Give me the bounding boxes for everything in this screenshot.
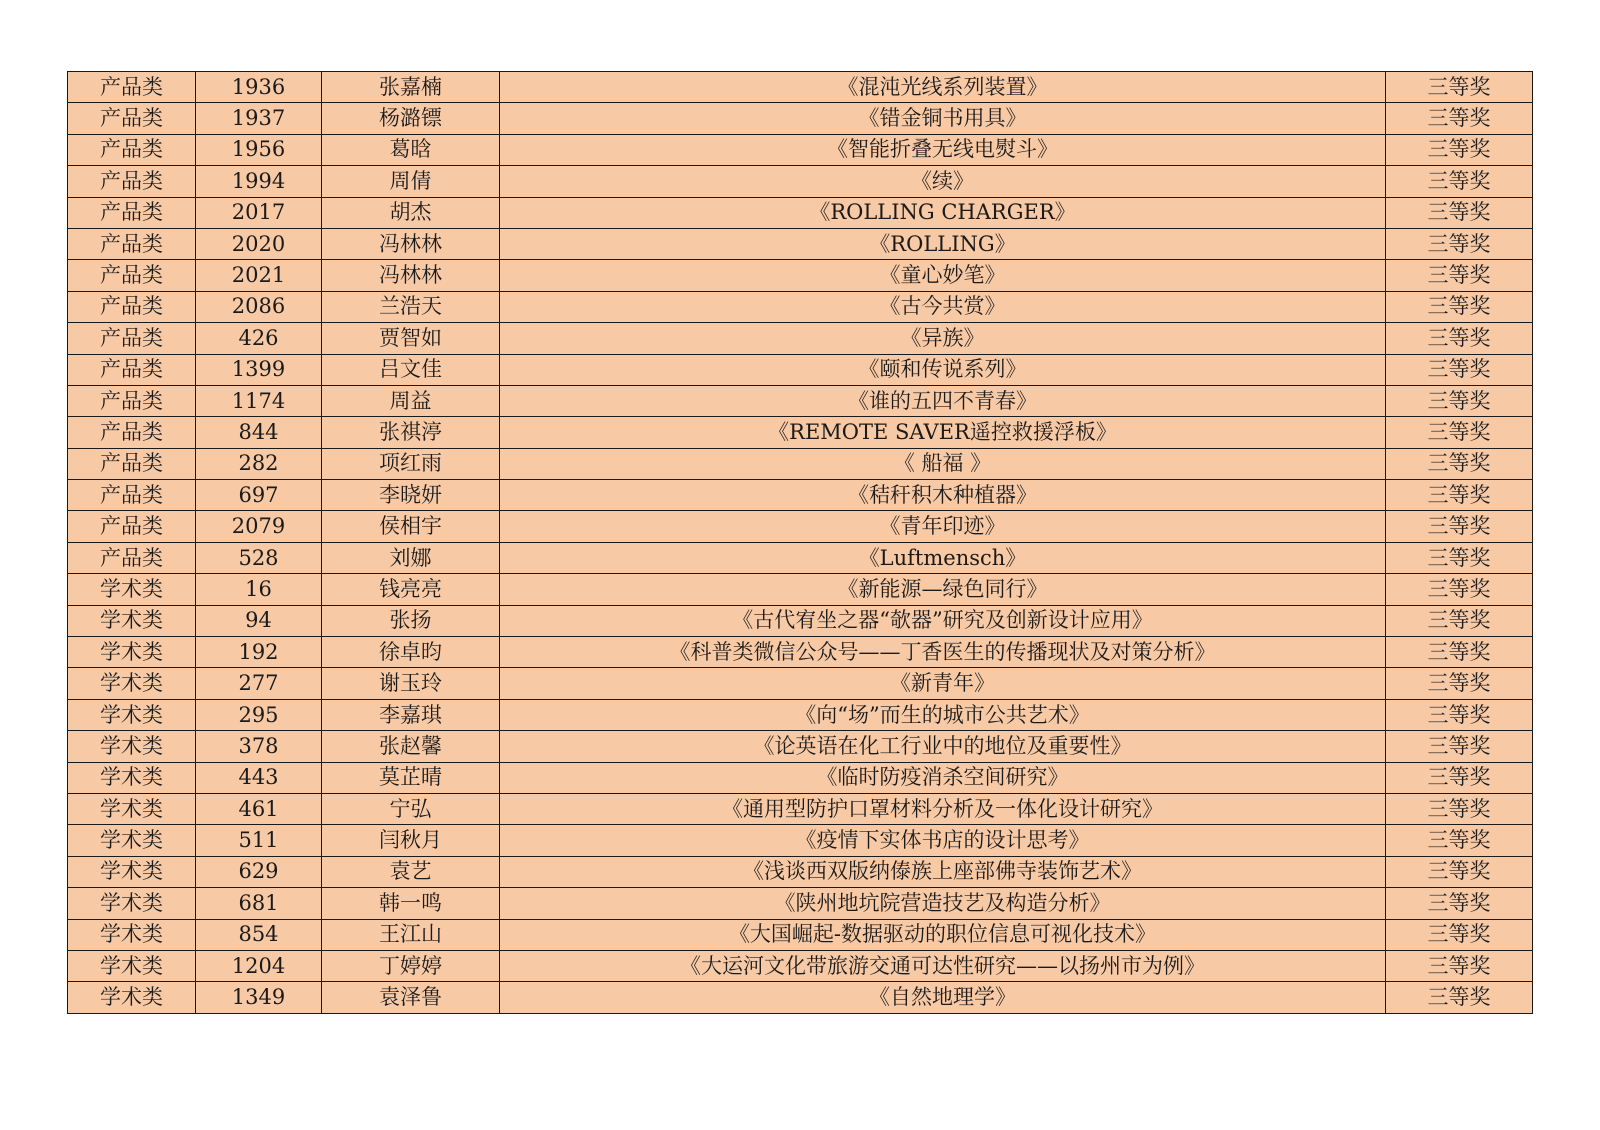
work-title-cell: 《ROLLING CHARGER》 — [500, 197, 1386, 228]
table-row — [68, 856, 1533, 887]
author-name-cell: 闫秋月 — [322, 825, 500, 856]
work-title-cell: 《续》 — [500, 166, 1386, 197]
award-table-body — [68, 72, 1533, 1014]
entry-number-cell: 192 — [196, 637, 322, 668]
award-level-cell: 三等奖 — [1386, 637, 1533, 668]
author-name-cell: 项红雨 — [322, 448, 500, 479]
entry-number-cell: 2086 — [196, 291, 322, 322]
category-cell: 产品类 — [68, 291, 196, 322]
award-level-cell: 三等奖 — [1386, 72, 1533, 103]
category-cell: 产品类 — [68, 260, 196, 291]
award-level-cell: 三等奖 — [1386, 950, 1533, 981]
author-name-cell: 周益 — [322, 385, 500, 416]
work-title-cell: 《大运河文化带旅游交通可达性研究——以扬州市为例》 — [500, 950, 1386, 981]
entry-number-cell: 2020 — [196, 228, 322, 259]
award-level-cell: 三等奖 — [1386, 166, 1533, 197]
author-name-cell: 张嘉楠 — [322, 72, 500, 103]
entry-number-cell: 461 — [196, 793, 322, 824]
category-cell: 学术类 — [68, 950, 196, 981]
award-level-cell: 三等奖 — [1386, 323, 1533, 354]
award-table — [67, 71, 1533, 1014]
table-row — [68, 919, 1533, 950]
category-cell: 产品类 — [68, 134, 196, 165]
category-cell: 学术类 — [68, 982, 196, 1013]
work-title-cell: 《混沌光线系列装置》 — [500, 72, 1386, 103]
table-row — [68, 762, 1533, 793]
entry-number-cell: 1349 — [196, 982, 322, 1013]
work-title-cell: 《异族》 — [500, 323, 1386, 354]
award-level-cell: 三等奖 — [1386, 699, 1533, 730]
author-name-cell: 张祺渟 — [322, 417, 500, 448]
category-cell: 学术类 — [68, 574, 196, 605]
work-title-cell: 《古代宥坐之器“欹器”研究及创新设计应用》 — [500, 605, 1386, 636]
table-row — [68, 511, 1533, 542]
award-level-cell: 三等奖 — [1386, 982, 1533, 1013]
entry-number-cell: 2021 — [196, 260, 322, 291]
entry-number-cell: 844 — [196, 417, 322, 448]
award-level-cell: 三等奖 — [1386, 480, 1533, 511]
table-row — [68, 134, 1533, 165]
author-name-cell: 莫芷晴 — [322, 762, 500, 793]
award-level-cell: 三等奖 — [1386, 260, 1533, 291]
author-name-cell: 谢玉玲 — [322, 668, 500, 699]
entry-number-cell: 528 — [196, 542, 322, 573]
author-name-cell: 杨潞镖 — [322, 103, 500, 134]
table-row — [68, 637, 1533, 668]
award-level-cell: 三等奖 — [1386, 825, 1533, 856]
entry-number-cell: 1937 — [196, 103, 322, 134]
author-name-cell: 李嘉琪 — [322, 699, 500, 730]
category-cell: 产品类 — [68, 448, 196, 479]
category-cell: 学术类 — [68, 793, 196, 824]
entry-number-cell: 697 — [196, 480, 322, 511]
author-name-cell: 韩一鸣 — [322, 888, 500, 919]
table-row — [68, 385, 1533, 416]
award-level-cell: 三等奖 — [1386, 762, 1533, 793]
work-title-cell: 《临时防疫消杀空间研究》 — [500, 762, 1386, 793]
award-level-cell: 三等奖 — [1386, 103, 1533, 134]
entry-number-cell: 681 — [196, 888, 322, 919]
work-title-cell: 《错金铜书用具》 — [500, 103, 1386, 134]
entry-number-cell: 1399 — [196, 354, 322, 385]
entry-number-cell: 1936 — [196, 72, 322, 103]
table-row — [68, 197, 1533, 228]
award-level-cell: 三等奖 — [1386, 731, 1533, 762]
work-title-cell: 《疫情下实体书店的设计思考》 — [500, 825, 1386, 856]
entry-number-cell: 1174 — [196, 385, 322, 416]
award-level-cell: 三等奖 — [1386, 888, 1533, 919]
author-name-cell: 吕文佳 — [322, 354, 500, 385]
author-name-cell: 钱亮亮 — [322, 574, 500, 605]
author-name-cell: 王江山 — [322, 919, 500, 950]
award-level-cell: 三等奖 — [1386, 793, 1533, 824]
table-row — [68, 72, 1533, 103]
author-name-cell: 袁艺 — [322, 856, 500, 887]
category-cell: 产品类 — [68, 354, 196, 385]
category-cell: 产品类 — [68, 542, 196, 573]
author-name-cell: 冯林林 — [322, 228, 500, 259]
author-name-cell: 李晓妍 — [322, 480, 500, 511]
award-level-cell: 三等奖 — [1386, 385, 1533, 416]
work-title-cell: 《智能折叠无线电熨斗》 — [500, 134, 1386, 165]
category-cell: 学术类 — [68, 919, 196, 950]
author-name-cell: 兰浩天 — [322, 291, 500, 322]
entry-number-cell: 2017 — [196, 197, 322, 228]
author-name-cell: 张赵馨 — [322, 731, 500, 762]
author-name-cell: 丁婷婷 — [322, 950, 500, 981]
author-name-cell: 胡杰 — [322, 197, 500, 228]
work-title-cell: 《青年印迹》 — [500, 511, 1386, 542]
category-cell: 学术类 — [68, 699, 196, 730]
category-cell: 产品类 — [68, 228, 196, 259]
work-title-cell: 《通用型防护口罩材料分析及一体化设计研究》 — [500, 793, 1386, 824]
entry-number-cell: 1956 — [196, 134, 322, 165]
category-cell: 产品类 — [68, 72, 196, 103]
table-row — [68, 731, 1533, 762]
work-title-cell: 《古今共赏》 — [500, 291, 1386, 322]
category-cell: 产品类 — [68, 166, 196, 197]
table-row — [68, 291, 1533, 322]
work-title-cell: 《陕州地坑院营造技艺及构造分析》 — [500, 888, 1386, 919]
table-row — [68, 982, 1533, 1013]
table-row — [68, 825, 1533, 856]
category-cell: 学术类 — [68, 605, 196, 636]
table-row — [68, 354, 1533, 385]
category-cell: 学术类 — [68, 888, 196, 919]
author-name-cell: 刘娜 — [322, 542, 500, 573]
table-row — [68, 260, 1533, 291]
work-title-cell: 《大国崛起-数据驱动的职位信息可视化技术》 — [500, 919, 1386, 950]
table-row — [68, 793, 1533, 824]
category-cell: 产品类 — [68, 197, 196, 228]
author-name-cell: 张扬 — [322, 605, 500, 636]
table-row — [68, 888, 1533, 919]
award-level-cell: 三等奖 — [1386, 291, 1533, 322]
table-row — [68, 166, 1533, 197]
award-level-cell: 三等奖 — [1386, 511, 1533, 542]
table-row — [68, 574, 1533, 605]
table-row — [68, 323, 1533, 354]
category-cell: 产品类 — [68, 511, 196, 542]
award-level-cell: 三等奖 — [1386, 919, 1533, 950]
work-title-cell: 《科普类微信公众号——丁香医生的传播现状及对策分析》 — [500, 637, 1386, 668]
work-title-cell: 《新能源—绿色同行》 — [500, 574, 1386, 605]
work-title-cell: 《论英语在化工行业中的地位及重要性》 — [500, 731, 1386, 762]
award-level-cell: 三等奖 — [1386, 856, 1533, 887]
author-name-cell: 侯相宇 — [322, 511, 500, 542]
work-title-cell: 《ROLLING》 — [500, 228, 1386, 259]
table-row — [68, 417, 1533, 448]
award-level-cell: 三等奖 — [1386, 668, 1533, 699]
category-cell: 产品类 — [68, 103, 196, 134]
table-row — [68, 480, 1533, 511]
work-title-cell: 《浅谈西双版纳傣族上座部佛寺装饰艺术》 — [500, 856, 1386, 887]
author-name-cell: 冯林林 — [322, 260, 500, 291]
award-level-cell: 三等奖 — [1386, 417, 1533, 448]
award-level-cell: 三等奖 — [1386, 605, 1533, 636]
work-title-cell: 《自然地理学》 — [500, 982, 1386, 1013]
table-row — [68, 668, 1533, 699]
author-name-cell: 徐卓昀 — [322, 637, 500, 668]
category-cell: 产品类 — [68, 323, 196, 354]
entry-number-cell: 2079 — [196, 511, 322, 542]
award-level-cell: 三等奖 — [1386, 228, 1533, 259]
work-title-cell: 《 船福 》 — [500, 448, 1386, 479]
entry-number-cell: 378 — [196, 731, 322, 762]
category-cell: 学术类 — [68, 637, 196, 668]
work-title-cell: 《谁的五四不青春》 — [500, 385, 1386, 416]
category-cell: 产品类 — [68, 385, 196, 416]
entry-number-cell: 1994 — [196, 166, 322, 197]
award-level-cell: 三等奖 — [1386, 354, 1533, 385]
entry-number-cell: 511 — [196, 825, 322, 856]
award-level-cell: 三等奖 — [1386, 448, 1533, 479]
table-row — [68, 448, 1533, 479]
award-level-cell: 三等奖 — [1386, 542, 1533, 573]
entry-number-cell: 16 — [196, 574, 322, 605]
award-level-cell: 三等奖 — [1386, 197, 1533, 228]
entry-number-cell: 277 — [196, 668, 322, 699]
table-row — [68, 950, 1533, 981]
entry-number-cell: 282 — [196, 448, 322, 479]
entry-number-cell: 426 — [196, 323, 322, 354]
category-cell: 学术类 — [68, 731, 196, 762]
work-title-cell: 《童心妙笔》 — [500, 260, 1386, 291]
table-row — [68, 542, 1533, 573]
work-title-cell: 《新青年》 — [500, 668, 1386, 699]
work-title-cell: 《Luftmensch》 — [500, 542, 1386, 573]
work-title-cell: 《向“场”而生的城市公共艺术》 — [500, 699, 1386, 730]
entry-number-cell: 1204 — [196, 950, 322, 981]
category-cell: 学术类 — [68, 856, 196, 887]
table-row — [68, 228, 1533, 259]
entry-number-cell: 854 — [196, 919, 322, 950]
category-cell: 学术类 — [68, 762, 196, 793]
entry-number-cell: 629 — [196, 856, 322, 887]
work-title-cell: 《秸秆积木种植器》 — [500, 480, 1386, 511]
table-row — [68, 699, 1533, 730]
category-cell: 学术类 — [68, 668, 196, 699]
entry-number-cell: 94 — [196, 605, 322, 636]
table-row — [68, 605, 1533, 636]
entry-number-cell: 295 — [196, 699, 322, 730]
category-cell: 产品类 — [68, 417, 196, 448]
author-name-cell: 葛晗 — [322, 134, 500, 165]
author-name-cell: 袁泽鲁 — [322, 982, 500, 1013]
author-name-cell: 贾智如 — [322, 323, 500, 354]
category-cell: 学术类 — [68, 825, 196, 856]
entry-number-cell: 443 — [196, 762, 322, 793]
author-name-cell: 宁弘 — [322, 793, 500, 824]
work-title-cell: 《颐和传说系列》 — [500, 354, 1386, 385]
award-level-cell: 三等奖 — [1386, 134, 1533, 165]
category-cell: 产品类 — [68, 480, 196, 511]
award-level-cell: 三等奖 — [1386, 574, 1533, 605]
table-row — [68, 103, 1533, 134]
work-title-cell: 《REMOTE SAVER遥控救援浮板》 — [500, 417, 1386, 448]
author-name-cell: 周倩 — [322, 166, 500, 197]
